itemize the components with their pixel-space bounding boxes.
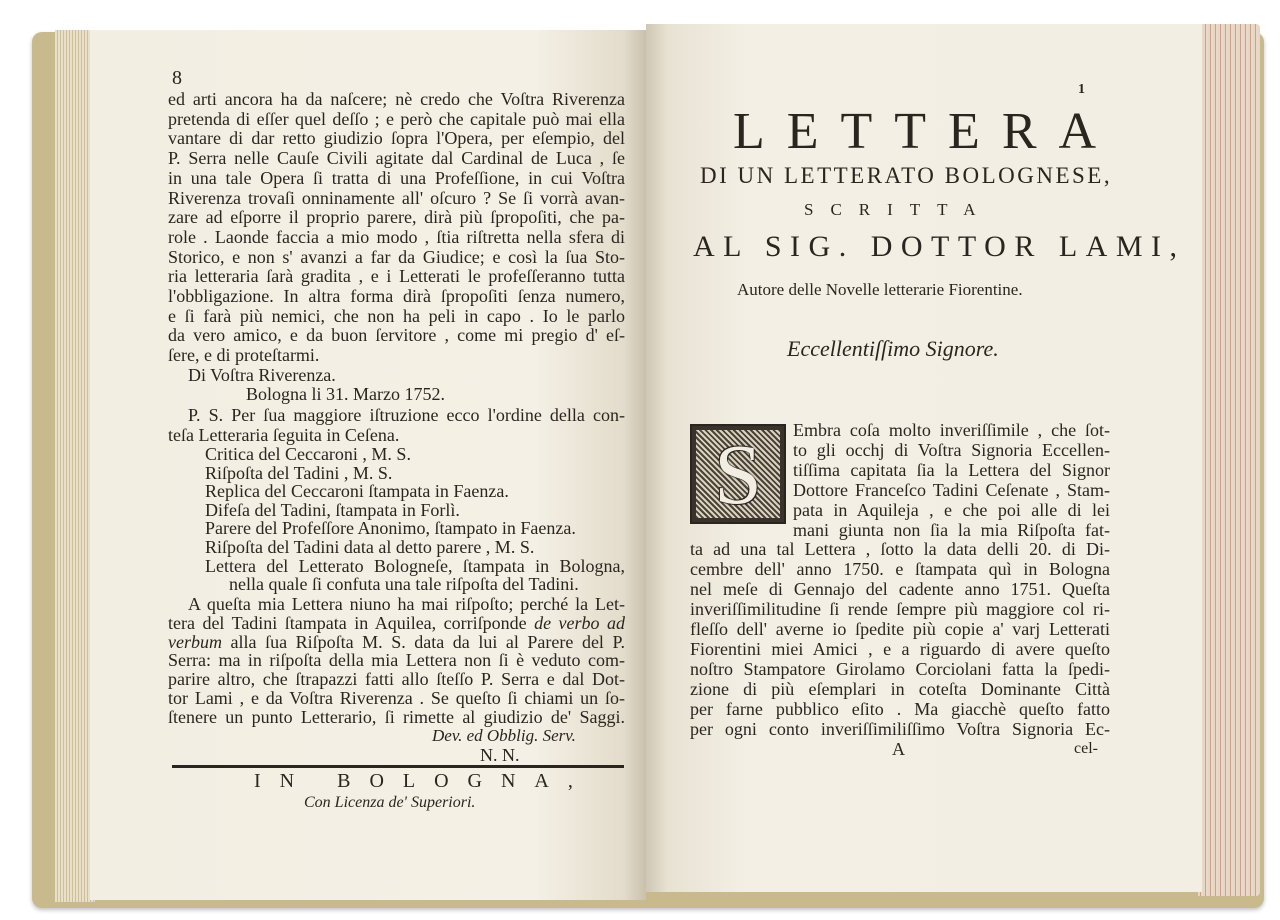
body-line: to gli occhj di Voſtra Signoria Eccellen- — [793, 439, 1110, 460]
body-line: zione di più eſemplari in coteſta Dominante Città — [690, 678, 1110, 699]
list-item: Difeſa del Tadini, ſtampata in Forlì. — [205, 499, 460, 520]
decorated-initial — [690, 424, 786, 524]
body-line: Dottore Franceſco Tadini Ceſenate , Stam- — [793, 479, 1110, 500]
horizontal-rule — [172, 765, 624, 768]
body-line: per ogni conto inveriſſimiliſſimo Voſtra Signoria Ec- — [690, 718, 1110, 739]
text-segment: alla ſua Riſpoſta M. S. data da lui al Parere del P. — [221, 631, 625, 652]
body-line: ria letteraria ſarà gradita , e i Letterati le profeſſeranno tutta — [168, 266, 625, 287]
body-line: pretenda di eſſer quel deſſo ; e però che capitale può mai ella — [168, 108, 625, 129]
list-item: Lettera del Letterato Bologneſe, ſtampata in Bologna, — [205, 555, 625, 576]
signature-closing: Dev. ed Obblig. Serv. — [432, 726, 576, 745]
page-edges-left — [55, 30, 95, 902]
body-line: ed arti ancora ha da naſcere; nè credo che Voſtra Riverenza — [168, 89, 625, 109]
body-line: pata in Aquileja , e che poi alle di lei — [793, 499, 1110, 520]
body-line: noſtro Stampatore Girolamo Corciolani fatta la ſpedi- — [690, 658, 1110, 679]
list-item: Parere del Profeſſore Anonimo, ſtampato in Faenza. — [205, 518, 576, 539]
signer: N. N. — [480, 745, 520, 765]
license: Con Licenza de' Superiori. — [304, 794, 476, 811]
body-line: fleſſo dell' averne io ſpedite più copie a' varj Letterati — [690, 619, 1110, 639]
text-segment: tera del Tadini ſtampata in Aquilea, corriſponde — [168, 612, 535, 633]
body-line: vantare di dar retto giudizio ſopra l'Opera, per eſempio, del — [168, 128, 625, 149]
body-line: ta ad una tal Lettera , ſotto la data delli 20. di Di- — [690, 539, 1110, 560]
closing-line — [168, 651, 625, 669]
addressee: AL SIG. DOTTOR LAMI, — [693, 230, 1186, 263]
body-line: inveriſſimilitudine ſi rende ſempre più maggiore col ri- — [690, 599, 1110, 620]
text-segment: ſtenere un punto Letterario, ſi rimette al giudizio de' Saggi. — [168, 706, 625, 727]
list-item: Riſpoſta del Tadini data al detto parere , M. S. — [205, 537, 535, 557]
body-line: zare ad eſporre il proprio parere, dirà più ſpropoſiti, che pa- — [168, 207, 625, 228]
body-line: nel meſe di Gennajo del cadente anno 1751. Queſta — [690, 579, 1110, 600]
closing-line — [188, 595, 625, 613]
body-line: P. Serra nelle Cauſe Civili agitate dal Cardinal de Luca , ſe — [168, 148, 625, 169]
page-number: 1 — [1078, 82, 1085, 97]
addressee-role: Autore delle Novelle letterarie Fiorentine. — [737, 280, 1023, 299]
subtitle: DI UN LETTERATO BOLOGNESE, — [700, 163, 1113, 188]
closing-line — [168, 614, 625, 632]
body-line: Riverenza trovaſi onninamente all' oſcuro ? Se ſi vorrà avan- — [168, 187, 625, 208]
date-line: Bologna li 31. Marzo 1752. — [246, 384, 445, 404]
signature-mark: A — [892, 739, 905, 759]
page-number: 8 — [172, 67, 182, 89]
text-segment: A queſta mia Lettera niuno ha mai riſpoſto; perché la Let- — [188, 594, 625, 614]
catchword: cel- — [1074, 740, 1098, 757]
closing-line — [168, 708, 625, 726]
body-line: in una tale Opera ſi tratta di una Profeſſione, in cui Voſtra — [168, 167, 625, 188]
list-item: Riſpoſta del Tadini , M. S. — [205, 462, 393, 483]
body-line: role . Laonde faccia a mio modo , ſtia riſtretta nella sfera di — [168, 226, 625, 247]
text-segment: parire altro, che ſtrapazzi fatti allo ſteſſo P. Serra e dal Dot- — [168, 669, 625, 690]
body-line: da vero amico, e da buon ſervitore , come mi pregio d' eſ- — [168, 325, 625, 346]
body-line: Embra coſa molto inveriſſimile , che ſot- — [793, 420, 1110, 440]
closing-line — [168, 633, 625, 651]
body-line: ſere, e di proteſtarmi. — [168, 345, 320, 366]
text-segment: tor Lami , e da Voſtra Riverenza . Se queſto ſi chiami un ſo- — [168, 688, 625, 708]
body-line: tiſſima capitata ſia la Lettera del Signor — [793, 459, 1110, 480]
list-item: Critica del Ceccaroni , M. S. — [205, 444, 411, 464]
scritta: SCRITTA — [804, 200, 993, 219]
drop-cap-letter: S — [714, 426, 762, 522]
body-line: e ſi farà più nemici, che non ha peli in capo . Io le parlo — [168, 305, 625, 326]
page-edges-right — [1198, 24, 1260, 896]
imprint: IN BOLOGNA, — [254, 770, 592, 792]
title: LETTERA — [733, 103, 1119, 160]
body-line: l'obbligazione. In altra forma dirà ſpropoſiti ſenza numero, — [168, 286, 625, 306]
body-line: mani giunta non ſia la mia Riſpoſta fat- — [793, 519, 1110, 540]
body-line: per farne pubblico eſito . Ma giacchè queſto fatto — [690, 698, 1110, 719]
closing-line — [168, 670, 625, 688]
closing-line — [168, 689, 625, 707]
salutation: Eccellentiſſimo Signore. — [787, 336, 999, 361]
list-item: nella quale ſi confuta una tale riſpoſta del Tadini. — [229, 574, 579, 595]
italic-phrase: verbum — [168, 631, 222, 652]
postscript-line: P. S. Per ſua maggiore iſtruzione ecco l'ordine della con- — [188, 405, 625, 425]
body-line: Fiorentini miei Amici , e a riguardo di avere queſto — [690, 638, 1110, 659]
body-line: Storico, e non s' avanzi a far da Giudice; e così la ſua Sto- — [168, 246, 625, 267]
body-line: Di Voſtra Riverenza. — [188, 364, 336, 385]
italic-phrase: de verbo ad — [534, 612, 625, 633]
text-segment: Serra: ma in riſpoſta della mia Lettera non ſi è veduto com- — [168, 650, 625, 671]
body-line: cembre dell' anno 1750. e ſtampata quì in Bologna — [690, 559, 1110, 580]
list-item: Replica del Ceccaroni ſtampata in Faenza. — [205, 481, 509, 502]
postscript-line: teſa Letteraria ſeguita in Ceſena. — [168, 424, 400, 445]
